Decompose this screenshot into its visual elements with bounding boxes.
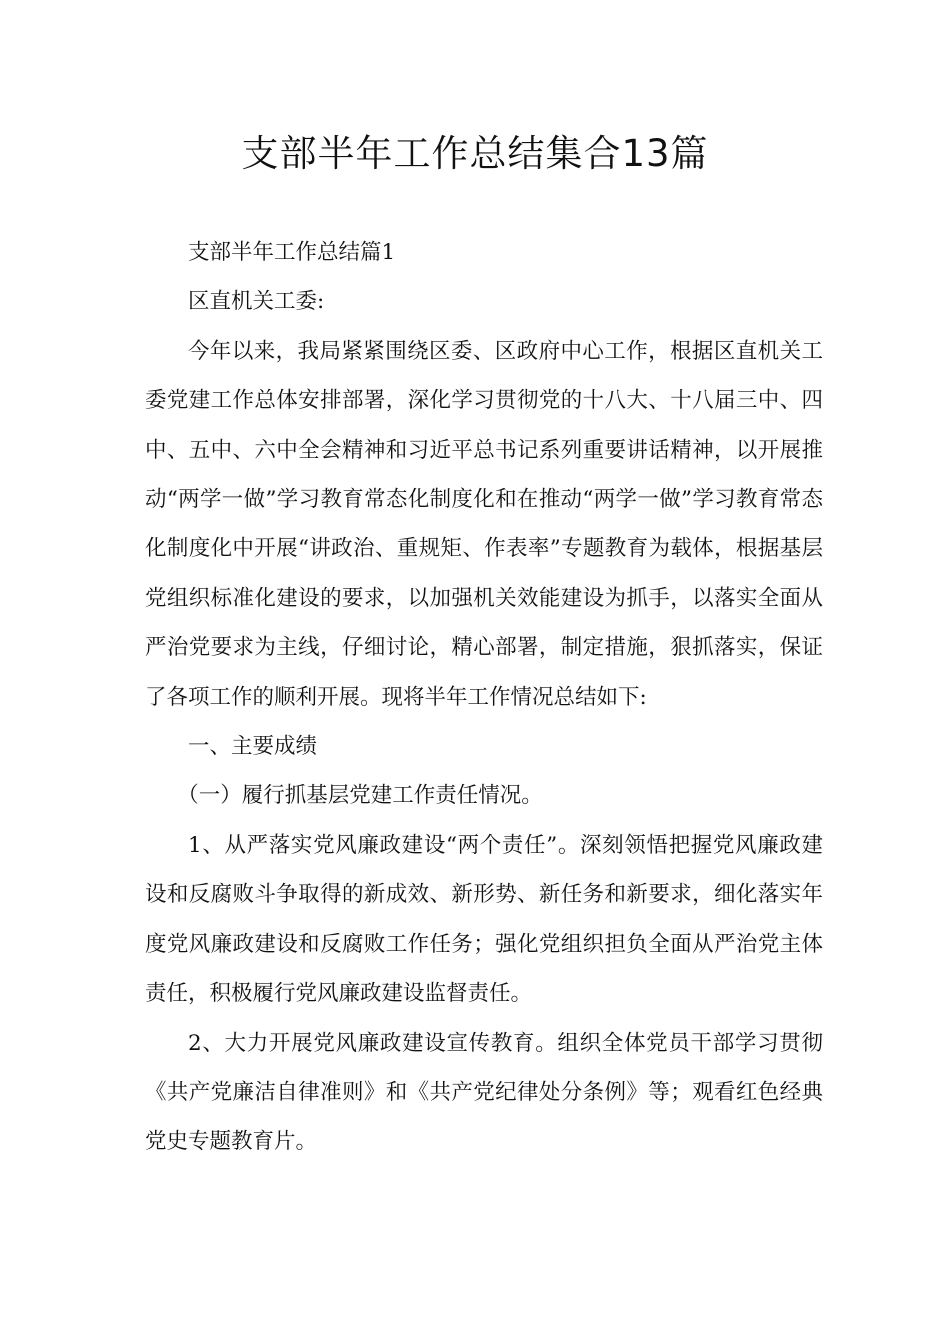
heading-main-achievements: 一、主要成绩 <box>188 734 318 760</box>
subheading-responsibility: （一）履行抓基层党建工作责任情况。 <box>177 783 543 809</box>
section-heading: 支部半年工作总结篇1 <box>188 240 396 265</box>
paragraph-item-2: 2、大力开展党风廉政建设宣传教育。组织全体党员干部学习贯彻《共产党廉洁自律准则》和《共产党纪律处分条例》等；观看红色经典党史专题教育片。 <box>145 1030 823 1155</box>
intro-paragraph: 今年以来，我局紧紧围绕区委、区政府中心工作，根据区直机关工委党建工作总体安排部署，深化学习贯彻党的十八大、十八届三中、四中、五中、六中全会精神和习近平总书记系列重要讲话精神，以开展推动“两学一做”学习教育常态化制度化和在推动“两学一做”学习教育常态化制度化中开展“讲政治、重规矩、作表率”专题教育为载体，根据基层党组织标准化建设的要求，以加强机关效能建设为抓手，以落实全面从严治党要求为主线，仔细讨论，精心部署，制定措施，狠抓落实，保证了各项工作的顺利开展。现将半年工作情况总结如下: <box>145 338 823 710</box>
document-title: 支部半年工作总结集合13篇 <box>241 132 709 175</box>
paragraph-item-1: 1、从严落实党风廉政建设“两个责任”。深刻领悟把握党风廉政建设和反腐败斗争取得的新成效、新形势、新任务和新要求，细化落实年度党风廉政建设和反腐败工作任务；强化党组织担负全面从严治党主体责任，积极履行党风廉政建设监督责任。 <box>145 832 823 1007</box>
salutation: 区直机关工委: <box>188 289 325 315</box>
document-body <box>145 228 823 1167</box>
